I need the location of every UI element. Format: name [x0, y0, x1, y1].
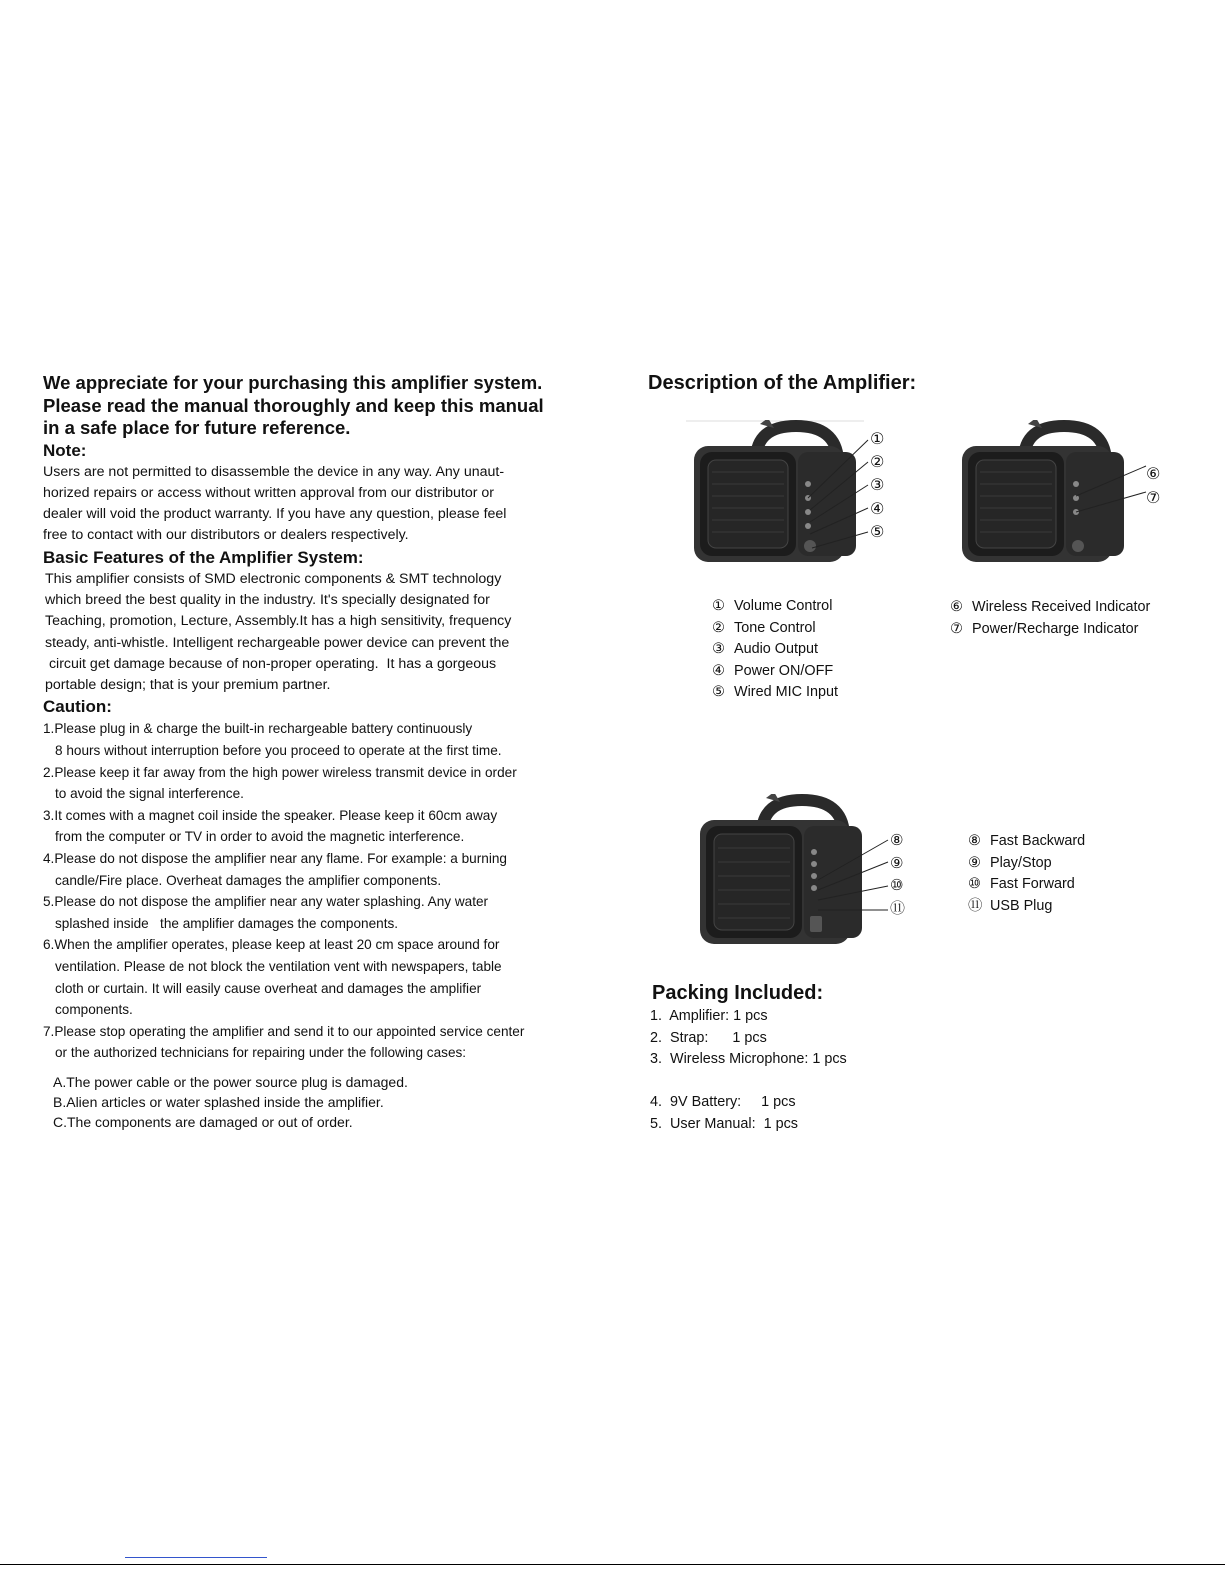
legend-number: ⑪	[968, 897, 983, 914]
footer-rule	[0, 1564, 1225, 1565]
callout-number: ①	[870, 431, 885, 448]
legend-item	[712, 682, 838, 704]
left-column	[43, 372, 583, 1132]
legend-controls	[712, 596, 838, 704]
callout-number: ⑨	[890, 854, 904, 872]
note-line: horized repairs or access without written approval from our distributor or	[43, 484, 495, 501]
legend-label: Power/Recharge Indicator	[972, 620, 1139, 637]
legend-label: Play/Stop	[990, 854, 1052, 871]
callout-number: ③	[870, 477, 885, 495]
legend-indicators	[950, 597, 1150, 640]
legend-number: ⑦	[950, 620, 963, 637]
callout-number: ⑥	[1146, 466, 1161, 483]
caution-item-cont: or the authorized technicians for repairing under the following cases:	[55, 1045, 467, 1061]
callout-numbers-2	[1146, 463, 1160, 511]
legend-label: Fast Forward	[990, 876, 1075, 892]
caution-item-cont: to avoid the signal interference.	[55, 786, 244, 802]
features-line: circuit get damage because of non-proper operating. It has a gorgeous	[45, 655, 497, 672]
caution-item-cont: components.	[55, 1002, 133, 1018]
footer-link-underline	[125, 1557, 267, 1558]
caution-item: 6.When the amplifier operates, please keep at least 20 cm space around for	[43, 937, 500, 953]
note-text	[43, 462, 583, 547]
legend-label: Wireless Received Indicator	[972, 599, 1151, 615]
legend-number: ③	[712, 641, 725, 657]
note-line: Users are not permitted to disassemble the device in any way. Any unaut-	[43, 463, 505, 480]
features-line: steady, anti-whistle. Intelligent rechargeable power device can prevent the	[45, 634, 510, 651]
packing-list	[650, 1006, 847, 1135]
legend-number: ④	[712, 662, 725, 679]
intro-line: Please read the manual thoroughly and keep this manual	[43, 394, 544, 416]
features-line: Teaching, promotion, Lecture, Assembly.It has a high sensitivity, frequency	[45, 613, 512, 630]
caution-item-cont: cloth or curtain. It will easily cause overheat and damages the amplifier	[55, 980, 482, 996]
legend-item	[968, 831, 1085, 853]
packing-title: Packing Included:	[652, 982, 824, 1004]
features-line: This amplifier consists of SMD electronic components & SMT technology	[45, 570, 502, 587]
caution-subitem: B.Alien articles or water splashed inside the amplifier.	[53, 1093, 384, 1110]
legend-label: Volume Control	[734, 598, 833, 614]
legend-item	[968, 896, 1085, 918]
legend-number: ⑨	[968, 854, 981, 871]
description-title: Description of the Amplifier:	[648, 372, 917, 394]
note-line: free to contact with our distributors or dealers respectively.	[43, 527, 409, 544]
callout-number: ⑤	[870, 523, 885, 541]
features-title: Basic Features of the Amplifier System:	[43, 547, 364, 567]
legend-label: Audio Output	[734, 641, 819, 657]
legend-number: ①	[712, 598, 725, 614]
features-text	[45, 569, 583, 697]
legend-number: ⑥	[950, 599, 963, 615]
caution-list	[43, 718, 583, 1064]
caution-item-cont: 8 hours without interruption before you proceed to operate at the first time.	[55, 743, 502, 759]
callout-numbers-1	[870, 428, 884, 544]
note-title: Note:	[43, 440, 87, 460]
legend-number: ⑤	[712, 684, 725, 700]
callout-numbers-3	[890, 830, 905, 920]
intro-heading	[43, 372, 583, 440]
legend-label: Fast Backward	[990, 833, 1086, 849]
legend-label: Power ON/OFF	[734, 662, 834, 679]
caution-item-cont: ventilation. Please de not block the ventilation vent with newspapers, table	[55, 959, 502, 974]
callout-number: ⑧	[890, 832, 904, 849]
legend-item	[968, 853, 1085, 875]
legend-label: Tone Control	[734, 619, 816, 636]
caution-item: 4.Please do not dispose the amplifier near any flame. For example: a burning	[43, 851, 507, 867]
legend-item	[712, 618, 838, 640]
legend-label: Wired MIC Input	[734, 684, 838, 700]
caution-item-cont: from the computer or TV in order to avoid the magnetic interference.	[55, 829, 465, 845]
caution-item-cont: candle/Fire place. Overheat damages the amplifier components.	[55, 872, 442, 888]
callout-number: ④	[870, 500, 885, 518]
packing-item: 4. 9V Battery: 1 pcs	[650, 1094, 796, 1110]
note-line: dealer will void the product warranty. If you have any question, please feel	[43, 506, 507, 523]
packing-item: 5. User Manual: 1 pcs	[650, 1115, 798, 1132]
legend-item	[950, 597, 1150, 619]
packing-item: 1. Amplifier: 1 pcs	[650, 1008, 768, 1024]
packing-item: 3. Wireless Microphone: 1 pcs	[650, 1051, 847, 1067]
legend-item	[712, 661, 838, 683]
legend-item	[712, 596, 838, 618]
caution-item: 2.Please keep it far away from the high power wireless transmit device in order	[43, 764, 517, 780]
caution-item-cont: splashed inside the amplifier damages the components.	[55, 915, 399, 931]
caution-item: 7.Please stop operating the amplifier and send it to our appointed service center	[43, 1023, 525, 1039]
caution-subitems	[43, 1073, 583, 1132]
packing-spacer	[650, 1071, 847, 1093]
caution-item: 3.It comes with a magnet coil inside the speaker. Please keep it 60cm away	[43, 807, 498, 823]
callout-number: ⑪	[890, 899, 906, 917]
caution-item: 5.Please do not dispose the amplifier near any water splashing. Any water	[43, 894, 489, 910]
intro-line: We appreciate for your purchasing this amplifier system.	[43, 372, 543, 393]
legend-number: ⑧	[968, 833, 981, 849]
legend-label: USB Plug	[990, 897, 1053, 914]
caution-subitem: C.The components are damaged or out of order.	[53, 1113, 353, 1130]
intro-line: in a safe place for future reference.	[43, 417, 351, 438]
legend-item	[712, 639, 838, 661]
features-line: portable design; that is your premium partner.	[45, 677, 331, 694]
legend-item	[968, 874, 1085, 896]
caution-subitem: A.The power cable or the power source plug is damaged.	[53, 1073, 408, 1090]
callout-number: ②	[870, 454, 885, 472]
legend-item	[950, 619, 1150, 641]
callout-number: ⑦	[1146, 490, 1161, 507]
legend-number: ⑩	[968, 876, 981, 892]
legend-number: ②	[712, 619, 725, 636]
caution-title: Caution:	[43, 697, 112, 717]
features-line: which breed the best quality in the industry. It's specially designated for	[45, 591, 490, 608]
packing-item: 2. Strap: 1 pcs	[650, 1029, 767, 1046]
callout-number: ⑩	[890, 877, 904, 894]
legend-player	[968, 831, 1085, 917]
right-column	[648, 372, 1208, 1172]
caution-item: 1.Please plug in & charge the built-in rechargeable battery continuously	[43, 721, 473, 737]
